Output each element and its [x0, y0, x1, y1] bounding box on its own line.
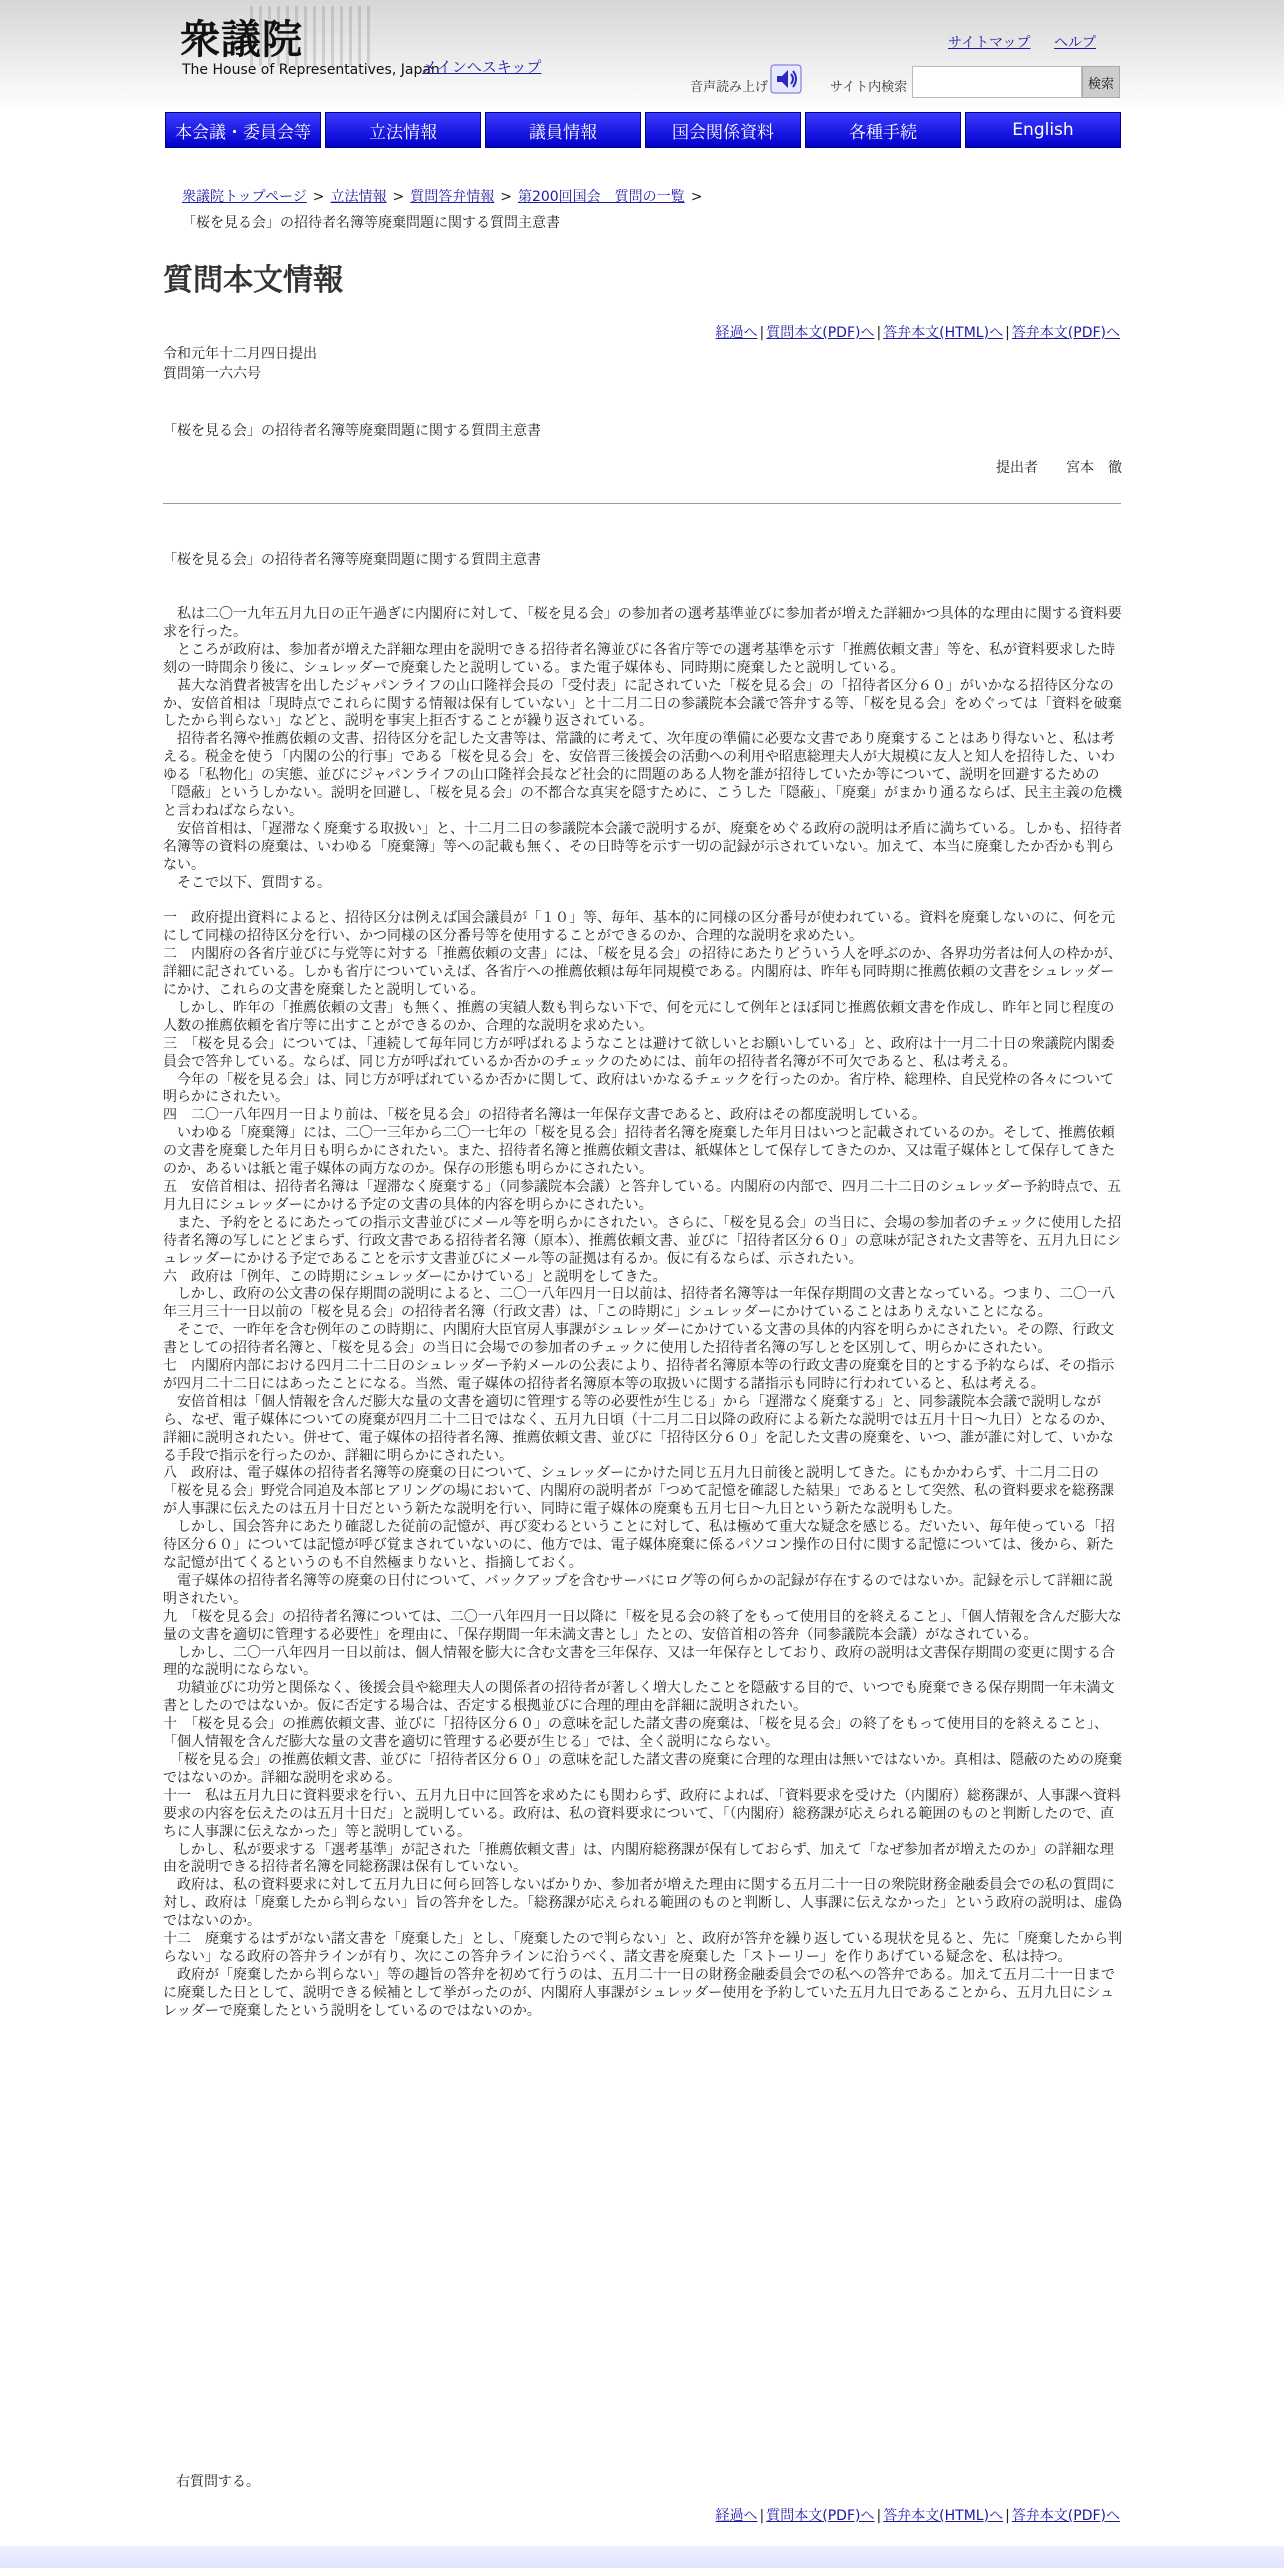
nav-plenary-committees[interactable]: 本会議・委員会等 [165, 112, 321, 148]
body-paragraph: 安倍首相は「個人情報を含んだ膨大な量の文書を適切に管理する等の必要性が生じる」から「遅滞なく廃棄する」と、同参議院本会議で説明しながら、なぜ、電子媒体についての廃棄が四月二十二日ではなく、五月九日頃（十二月二日以降の政府による新たな説明では五月十日～九日）となるのか、詳細に説明されたい。併せて、電子媒体の招待者名簿、推薦依頼文書、並びに「招待区分６０」を記した文書の廃棄を、いつ、誰が誰に対して、いかなる手段で指示を行ったのか、詳細に明らかにされたい。 [163, 1393, 1115, 1464]
body-paragraph: ところが政府は、参加者が増えた詳細な理由を説明できる招待者名簿並びに各省庁等での選考基準を示す「推薦依頼文書」等を、私が資料要求した時刻の一時間余り後に、シュレッダーで廃棄したと説明している。また電子媒体も、同時期に廃棄したと説明している。 [163, 641, 1115, 676]
body-paragraph: 招待者名簿や推薦依頼の文書、招待区分を記した文書等は、常識的に考えて、次年度の準備に必要な文書であり廃棄することはあり得ないと、私は考える。税金を使う「内閣の公的行事」である「桜を見る会」を、安倍晋三後援会の活動への利用や昭恵総理夫人が大規模に友人と知人を招待した、いわゆる「私物化」の実態、並びにジャパンライフの山口隆祥会長など社会的に問題のある人物を誰が招待していたか等について、説明を回避するための「隠蔽」というしかない。説明を回避し、「桜を見る会」の不都合な真実を隠すために、こうした「隠蔽」、「廃棄」がまかり通るならば、民主主義の危機と言わねばならない。 [163, 731, 1122, 819]
sitemap-link[interactable]: サイトマップ [948, 35, 1031, 51]
breadcrumb-separator: > [500, 189, 512, 205]
body-paragraph: 九 「桜を見る会」の招待者名簿については、二〇一八年四月一日以降に「桜を見る会の終了をもって使用目的を終えること」、「個人情報を含んだ膨大な量の文書を適切に管理する必要性」を理由に、「保存期間一年未満文書とし」たとの、安倍首相の答弁（同参議院本会議）がなされている。 [163, 1608, 1122, 1643]
site-search-input[interactable] [912, 66, 1082, 98]
body-paragraph: 六 政府は「例年、この時期にシュレッダーにかけている」と説明をしてきた。 [163, 1268, 667, 1285]
body-paragraph: 四 二〇一八年四月一日より前は、「桜を見る会」の招待者名簿は一年保存文書であると、政府はその都度説明している。 [163, 1107, 926, 1124]
body-paragraph: 三 「桜を見る会」については、「連続して毎年同じ方が呼ばれるようなことは避けて欲しいとお願いしている」と、政府は十一月二十日の衆議院内閣委員会で答弁している。ならば、同じ方が呼ばれているか否かのチェックのためには、前年の招待者名簿が不可欠であると、私は考える。 [163, 1035, 1115, 1070]
submission-meta [163, 344, 317, 384]
breadcrumb-separator: > [690, 189, 703, 205]
breadcrumb-questions-answers[interactable]: 質問答弁情報 [410, 189, 495, 205]
nav-diet-materials[interactable]: 国会関係資料 [645, 112, 801, 148]
body-paragraph: 私は二〇一九年五月九日の正午過ぎに内閣府に対して、「桜を見る会」の参加者の選考基準並びに参加者が増えた詳細かつ具体的な理由に関する資料要求を行った。 [163, 606, 1122, 640]
breadcrumb-current: 「桜を見る会」の招待者名簿等廃棄問題に関する質問主意書 [182, 215, 560, 231]
search-button[interactable]: 検索 [1082, 66, 1120, 98]
question-subject: 「桜を見る会」の招待者名簿等廃棄問題に関する質問主意書 [163, 423, 541, 439]
body-paragraph: 甚大な消費者被害を出したジャパンライフの山口隆祥会長の「受付表」に記されていた「桜を見る会」の「招待者区分６０」がいかなる招待区分なのか、安倍首相は「現時点でこれらに関する情報は保有していない」と十二月二日の参議院本会議で答弁する等、「桜を見る会」をめぐっては「資料を破棄したから判らない」などと、説明を事実上拒否することが繰り返されている。 [163, 677, 1122, 730]
breadcrumb-separator: > [312, 189, 325, 205]
help-link[interactable]: ヘルプ [1054, 35, 1096, 51]
global-nav [165, 112, 1121, 148]
body-paragraph: 十二 廃棄するはずがない諸文書を「廃棄した」とし、「廃棄したので判らない」と、政府が答弁を繰り返している現状を見ると、先に「廃棄したから判らない」なる政府の答弁ラインが有り、次にこの答弁ラインに沿うべく、諸文書を廃棄した「ストーリー」を作りあげている疑念を、私は持つ。 [163, 1931, 1122, 1965]
body-paragraph: 十 「桜を見る会」の推薦依頼文書、並びに「招待区分６０」の意味を記した諸文書の廃棄は、「桜を見る会」の終了をもって使用目的を終えること」、「個人情報を含んだ膨大な量の文書を適切に管理する必要が生じる」では、全く説明にならない。 [163, 1716, 1108, 1751]
site-header [0, 0, 1284, 112]
question-subject-body: 「桜を見る会」の招待者名簿等廃棄問題に関する質問主意書 [163, 552, 541, 568]
text-to-speech-label[interactable]: 音声読み上げ [690, 80, 769, 95]
breadcrumb-separator: > [392, 189, 405, 205]
nav-legislation[interactable]: 立法情報 [325, 112, 481, 148]
nav-procedures[interactable]: 各種手続 [805, 112, 961, 148]
body-paragraph: しかし、国会答弁にあたり確認した従前の記憶が、再び変わるということに対して、私は極めて重大な疑念を感じる。だいたい、毎年使っている「招待区分６０」については記憶が呼び覚まされていないのに、他方では、電子媒体廃棄に係るパソコン操作の日付に関する記憶については、後から、新たな記憶が出てくるというのも不自然極まりないと、指摘しておく。 [163, 1519, 1115, 1572]
progress-link[interactable]: 経過へ [715, 325, 758, 341]
footer-band [0, 2546, 1284, 2568]
document-links-bottom: 経過へ | 質問本文(PDF)へ | 答弁本文(HTML)へ | 答弁本文(PDF)へ [715, 2508, 1120, 2524]
body-paragraph: 功績並びに功労と関係なく、後援会員や総理夫人の関係者の招待者が著しく増大したことを隠蔽する目的で、いつでも廃棄できる保存期間一年未満文書としたのではないか。仮に否定する場合は、否定する根拠並びに合理的理由を詳細に説明されたい。 [163, 1680, 1115, 1715]
answer-pdf-link[interactable]: 答弁本文(PDF)へ [1011, 325, 1120, 341]
body-paragraph: 電子媒体の招待者名簿等の廃棄の日付について、バックアップを含むサーバにログ等の何らかの記録が存在するのではないか。記録を示して詳細に説明されたい。 [163, 1572, 1113, 1607]
site-logo[interactable] [180, 6, 440, 106]
answer-html-link[interactable]: 答弁本文(HTML)へ [883, 2508, 1004, 2524]
body-paragraph: 政府は、私の資料要求に対して五月九日に何ら回答しないばかりか、参加者が増えた理由に関する五月二十一日の衆院財務金融委員会での私の質問に対し、政府は「廃棄したから判らない」旨の答弁をした。「総務課が応えられる範囲のものと判断し、人事課に伝えなかった」という政府の説明は、虚偽ではないのか。 [163, 1877, 1122, 1930]
page-title: 質問本文情報 [163, 263, 343, 298]
body-paragraph: 安倍首相は、「遅滞なく廃棄する取扱い」と、十二月二日の参議院本会議で説明するが、廃棄をめぐる政府の説明は矛盾に満ちている。しかも、招待者名簿等の資料の廃棄は、いわゆる「廃棄簿」等への記載も無く、その日時等を示す一切の記録が示されていない。加えて、本当に廃棄したか否かも判らない。 [163, 820, 1122, 873]
body-paragraph: 二 内閣府の各省庁並びに与党等に対する「推薦依頼の文書」には、「桜を見る会」の招待にあたりどういう人を呼ぶのか、各界功労者は何人の枠かが、詳細に記されている。しかも省庁についていえば、各省庁への推薦依頼は毎年同規模である。内閣府は、昨年も同時期に推薦依頼の文書をシュレッダーにかけ、これらの文書を廃棄したと説明している。 [163, 946, 1122, 999]
breadcrumb [182, 184, 1122, 236]
body-paragraph: 七 内閣府内部における四月二十二日のシュレッダー予約メールの公表により、招待者名簿原本等の行政文書の廃棄を目的とする予約ならば、その指示が四月二十二日にはあったことになる。当然、電子媒体の招待者名簿原本等の取扱いに関する諸指示も同時に行われていると、私は考える。 [163, 1358, 1115, 1392]
divider [163, 503, 1121, 504]
question-body [163, 606, 1123, 2021]
question-number: 質問第一六六号 [163, 366, 261, 382]
answer-pdf-link[interactable]: 答弁本文(PDF)へ [1011, 2508, 1120, 2524]
skip-to-main-link[interactable]: メインへスキップ [422, 58, 542, 76]
body-paragraph: 十一 私は五月九日に資料要求を行い、五月九日中に回答を求めたにも関わらず、政府によれば、「資料要求を受けた（内閣府）総務課が、人事課へ資料要求の内容を伝えたのは五月十日だ」と説明している。政府は、私の資料要求について、「（内閣府）総務課が応えられる範囲のものと判断したので、直ちに人事課に伝えなかった」等と説明している。 [163, 1787, 1121, 1840]
logo-english: The House of Representatives, Japan [182, 62, 440, 78]
body-paragraph: 一 政府提出資料によると、招待区分は例えば国会議員が「１０」等、毎年、基本的に同様の区分番号が使われている。資料を廃棄しないのに、何を元にして同様の招待区分を行い、かつ同様の区分番号等を使用することができるのか、合理的な説明を求めたい。 [163, 910, 1115, 945]
body-paragraph: 八 政府は、電子媒体の招待者名簿等の廃棄の日について、シュレッダーにかけた同じ五月九日前後と説明してきた。にもかかわらず、十二月二日の「桜を見る会」野党合同追及本部ヒアリングの場において、内閣府の説明者が「つめて記憶を確認した結果」であるとして突然、私の資料要求を総務課が人事課に伝えたのは五月十日だという新たな説明を行い、同時に電子媒体の廃棄も五月七日～九日という新たな説明もした。 [163, 1465, 1114, 1518]
body-paragraph: また、予約をとるにあたっての指示文書並びにメール等を明らかにされたい。さらに、「桜を見る会」の当日に、会場の参加者のチェックに使用した招待者名簿の写しにとどまらず、行政文書である招待者名簿（原本）、推薦依頼文書、並びに「招待者区分６０」の意味が記された文書等を、五月九日にシュレッダーにかける予定であることを示す文書並びにメール等の証拠は有るか。仮に有るならば、示されたい。 [163, 1214, 1122, 1267]
body-paragraph: しかし、二〇一八年四月一日以前は、個人情報を膨大に含む文書を三年保存、又は一年保存としており、政府の説明は文書保存期間の変更に関する合理的な説明にならない。 [163, 1644, 1115, 1679]
submission-date: 令和元年十二月四日提出 [163, 346, 317, 362]
logo-japanese: 衆議院 [180, 16, 303, 63]
nav-members[interactable]: 議員情報 [485, 112, 641, 148]
body-paragraph: 五 安倍首相は、招待者名簿は「遅滞なく廃棄する」（同参議院本会議）と答弁している。内閣府の内部で、四月二十二日のシュレッダー予約時点で、五月九日にシュレッダーにかける予定の文書の具体的内容を明らかにされたい。 [163, 1178, 1122, 1213]
body-paragraph: 「桜を見る会」の推薦依頼文書、並びに「招待者区分６０」の意味を記した諸文書の廃棄に合理的な理由は無いではないか。真相は、隠蔽のための廃棄ではないのか。詳細な説明を求める。 [163, 1751, 1122, 1786]
breadcrumb-top[interactable]: 衆議院トップページ [182, 189, 307, 205]
site-search-label: サイト内検索 [830, 80, 908, 95]
document-links-top: 経過へ | 質問本文(PDF)へ | 答弁本文(HTML)へ | 答弁本文(PDF)へ [715, 325, 1120, 341]
body-paragraph: しかし、昨年の「推薦依頼の文書」も無く、推薦の実績人数も判らない下で、何を元にして例年とほぼ同じ推薦依頼文書を作成し、昨年と同じ程度の人数の推薦依頼を省庁等に出すことができるのか、合理的な説明を求めたい。 [163, 999, 1115, 1034]
question-pdf-link[interactable]: 質問本文(PDF)へ [766, 325, 875, 341]
speaker-icon[interactable] [770, 64, 802, 94]
nav-english[interactable]: English [965, 112, 1121, 148]
body-paragraph: いわゆる「廃棄簿」には、二〇一三年から二〇一七年の「桜を見る会」招待者名簿を廃棄した年月日はいつと記載されているのか。そして、推薦依頼の文書を廃棄した年月日も明らかにされたい。また、招待者名簿と推薦依頼文書は、紙媒体として保存してきたのか、又は電子媒体として保存してきたのか、あるいは紙と電子媒体の両方なのか。保存の形態も明らかにされたい。 [163, 1125, 1115, 1178]
body-paragraph: しかし、政府の公文書の保存期間の説明によると、二〇一八年四月一日以前は、招待者名簿等は一年保存期間の文書となっている。つまり、二〇一八年三月三十一日以前の「桜を見る会」の招待者名簿（行政文書）は、「この時期に」シュレッダーにかけていることはありえないことになる。 [163, 1286, 1115, 1321]
submitter: 提出者 宮本 徹 [996, 460, 1122, 476]
body-paragraph [163, 893, 1123, 911]
breadcrumb-question-list[interactable]: 第200回国会 質問の一覧 [517, 189, 685, 205]
question-pdf-link[interactable]: 質問本文(PDF)へ [766, 2508, 875, 2524]
body-paragraph: そこで、一昨年を含む例年のこの時期に、内閣府大臣官房人事課がシュレッダーにかけている文書の具体的内容を明らかにされたい。その際、行政文書としての招待者名簿と、「桜を見る会」の当日に会場での参加者のチェックに使用した招待者名簿の写しとを区別して、明らかにされたい。 [163, 1322, 1115, 1357]
progress-link[interactable]: 経過へ [715, 2508, 758, 2524]
body-paragraph: 政府が「廃棄したから判らない」等の趣旨の答弁を初めて行うのは、五月二十一日の財務金融委員会での私への答弁である。加えて五月二十一日までに廃棄した日として、説明できる候補として挙がったのが、内閣府人事課がシュレッダー使用を予約していた五月九日であることから、五月九日にシュレッダーで廃棄したという説明をしているのではないのか。 [163, 1966, 1115, 2019]
answer-html-link[interactable]: 答弁本文(HTML)へ [883, 325, 1004, 341]
body-paragraph: そこで以下、質問する。 [163, 874, 331, 891]
closing-statement: 右質問する。 [176, 2474, 260, 2490]
body-paragraph: しかし、私が要求する「選考基準」が記された「推薦依頼文書」は、内閣府総務課が保有しておらず、加えて「なぜ参加者が増えたのか」の詳細な理由を説明できる招待者名簿を同総務課は保有していない。 [163, 1841, 1114, 1876]
breadcrumb-legislation[interactable]: 立法情報 [330, 189, 387, 205]
body-paragraph: 今年の「桜を見る会」は、同じ方が呼ばれているか否かに関して、政府はいかなるチェックを行ったのか。省庁枠、総理枠、自民党枠の各々について明らかにされたい。 [163, 1071, 1115, 1106]
